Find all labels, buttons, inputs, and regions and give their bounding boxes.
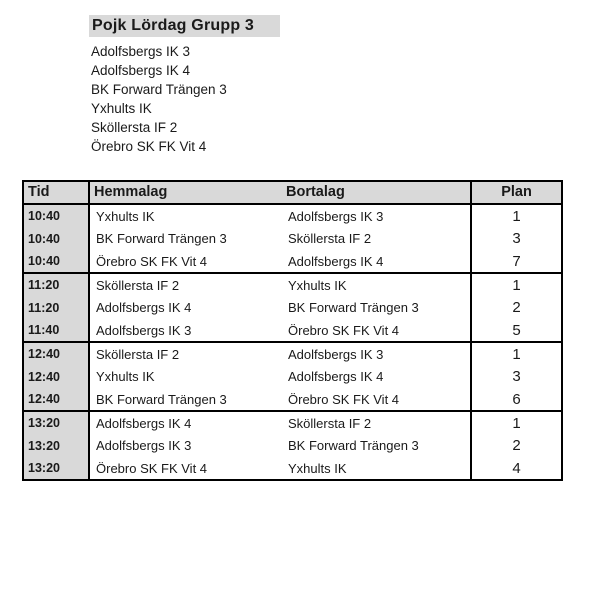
- team-list-item: BK Forward Trängen 3: [91, 82, 227, 97]
- match-home-team: BK Forward Trängen 3: [96, 391, 227, 407]
- match-away-team: Sköllersta IF 2: [288, 231, 372, 246]
- match-time: 12:40: [23, 365, 89, 388]
- match-plan: 1: [471, 273, 562, 296]
- match-row: [23, 434, 562, 457]
- match-away-team: BK Forward Trängen 3: [288, 438, 419, 453]
- team-list-item: Örebro SK FK Vit 4: [91, 139, 207, 154]
- match-row: [23, 365, 562, 388]
- match-row: [23, 227, 562, 250]
- match-home-team: Adolfsbergs IK 3: [96, 438, 192, 453]
- match-away-team: Yxhults IK: [288, 460, 347, 476]
- team-list-item: Adolfsbergs IK 4: [91, 63, 191, 78]
- match-plan: 2: [471, 296, 562, 319]
- match-schedule-table: [22, 180, 563, 481]
- match-row: [23, 250, 562, 273]
- match-home-team: Adolfsbergs IK 3: [96, 322, 192, 338]
- match-plan: 6: [471, 388, 562, 411]
- match-time: 10:40: [23, 250, 89, 273]
- match-away-team: Adolfsbergs IK 3: [288, 346, 384, 362]
- match-time: 11:40: [23, 319, 89, 342]
- match-home-team: Sköllersta IF 2: [96, 277, 180, 293]
- match-plan: 3: [471, 365, 562, 388]
- match-time: 13:20: [23, 434, 89, 457]
- match-away-team: BK Forward Trängen 3: [288, 300, 419, 315]
- match-time: 12:40: [23, 388, 89, 411]
- match-row: [23, 342, 562, 365]
- match-row: [23, 319, 562, 342]
- match-group: [23, 273, 562, 342]
- match-away-team: Örebro SK FK Vit 4: [288, 391, 400, 407]
- group-title: Pojk Lördag Grupp 3: [89, 15, 280, 37]
- match-plan: 2: [471, 434, 562, 457]
- table-header: [23, 181, 562, 204]
- match-away-team: Sköllersta IF 2: [288, 415, 372, 431]
- team-list-item: Sköllersta IF 2: [91, 120, 178, 135]
- match-row: [23, 204, 562, 227]
- match-plan: 4: [471, 457, 562, 480]
- match-group: [23, 411, 562, 480]
- match-time: 13:20: [23, 457, 89, 480]
- match-time: 13:20: [23, 411, 89, 434]
- match-row: [23, 273, 562, 296]
- match-home-team: Sköllersta IF 2: [96, 346, 180, 362]
- match-away-team: Adolfsbergs IK 4: [288, 253, 384, 269]
- match-home-team: Yxhults IK: [96, 208, 155, 224]
- team-list-item: Adolfsbergs IK 3: [91, 44, 191, 59]
- match-time: 12:40: [23, 342, 89, 365]
- match-row: [23, 411, 562, 434]
- match-away-team: Adolfsbergs IK 3: [288, 208, 384, 224]
- match-group: [23, 204, 562, 273]
- team-list-item: Yxhults IK: [91, 101, 152, 116]
- match-time: 10:40: [23, 204, 89, 227]
- match-plan: 1: [471, 342, 562, 365]
- match-home-team: Adolfsbergs IK 4: [96, 300, 192, 315]
- match-plan: 1: [471, 411, 562, 434]
- match-plan: 3: [471, 227, 562, 250]
- match-home-team: BK Forward Trängen 3: [96, 231, 227, 246]
- match-row: [23, 296, 562, 319]
- match-away-team: Yxhults IK: [288, 277, 347, 293]
- column-header-bortalag: Bortalag: [282, 181, 471, 204]
- match-away-team: Adolfsbergs IK 4: [288, 369, 384, 384]
- match-home-team: Adolfsbergs IK 4: [96, 415, 192, 431]
- match-home-team: Yxhults IK: [96, 369, 155, 384]
- column-header-plan: Plan: [471, 181, 562, 204]
- column-header-tid: Tid: [23, 181, 89, 204]
- match-row: [23, 457, 562, 480]
- match-time: 11:20: [23, 296, 89, 319]
- match-home-team: Örebro SK FK Vit 4: [96, 460, 208, 476]
- match-home-team: Örebro SK FK Vit 4: [96, 253, 208, 269]
- team-list: [0, 42, 600, 156]
- match-time: 10:40: [23, 227, 89, 250]
- match-plan: 7: [471, 250, 562, 273]
- match-away-team: Örebro SK FK Vit 4: [288, 322, 400, 338]
- match-row: [23, 388, 562, 411]
- match-plan: 1: [471, 204, 562, 227]
- match-plan: 5: [471, 319, 562, 342]
- match-group: [23, 342, 562, 411]
- column-header-hemmalag: Hemmalag: [89, 181, 282, 204]
- match-time: 11:20: [23, 273, 89, 296]
